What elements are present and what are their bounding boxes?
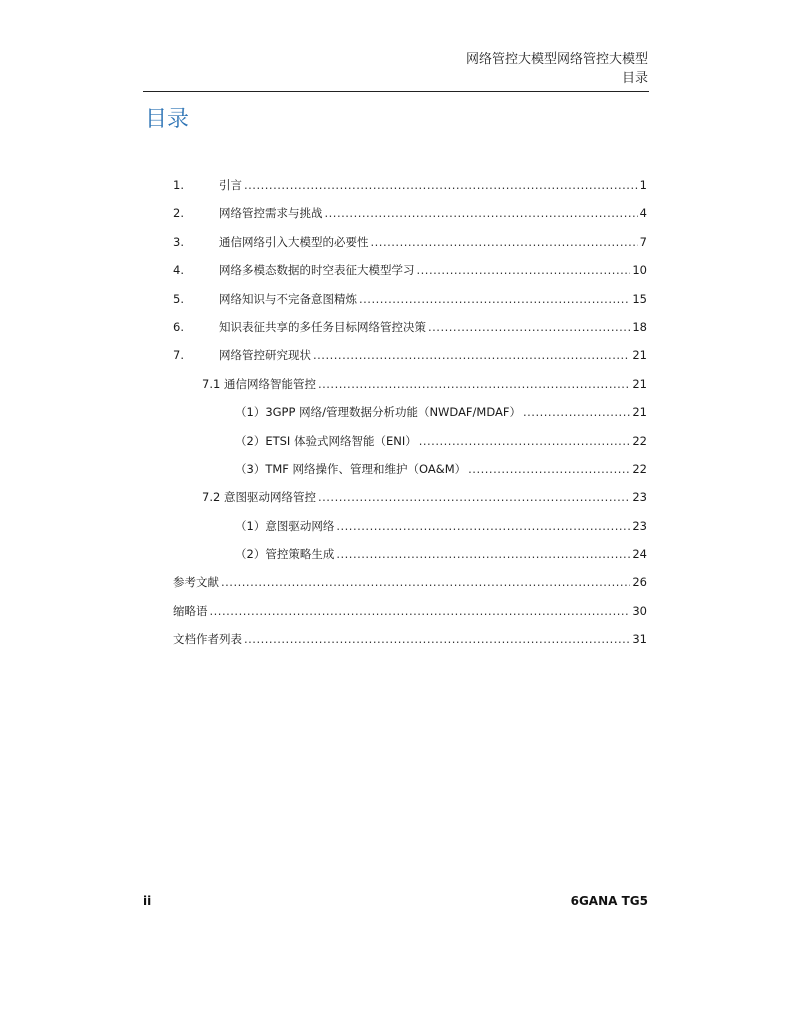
toc-entry-page: 23: [632, 518, 647, 533]
toc-dot-leader: [318, 483, 630, 511]
toc-entry-label: 引言: [219, 178, 242, 192]
toc-entry-label: （3）TMF 网络操作、管理和维护（OA&M）: [235, 461, 467, 476]
toc-dot-leader: [325, 199, 638, 227]
toc-entry-page: 4: [639, 206, 647, 221]
toc-entry-number: 5.: [173, 291, 184, 306]
toc-title: 目录: [145, 107, 190, 132]
toc-entry[interactable]: [173, 370, 647, 398]
toc-entry[interactable]: [173, 171, 647, 199]
toc-entry-page: 21: [632, 405, 647, 420]
toc-entry-page: 31: [632, 632, 647, 647]
header-section: 目录: [621, 71, 648, 86]
toc-entry[interactable]: [173, 597, 647, 625]
toc-dot-leader: [417, 256, 631, 284]
toc-entry-page: 24: [632, 547, 647, 562]
toc-entry[interactable]: [173, 398, 647, 426]
running-header: [466, 50, 648, 88]
toc-entry-page: 22: [632, 433, 647, 448]
toc-entry-page: 7: [639, 234, 647, 249]
toc-dot-leader: [244, 171, 638, 199]
toc-entry[interactable]: [173, 568, 647, 596]
toc-dot-leader: [419, 427, 631, 455]
toc-entry-label: 网络多模态数据的时空表征大模型学习: [219, 263, 415, 278]
toc-dot-leader: [523, 398, 630, 426]
toc-entry-label: 通信网络引入大模型的必要性: [219, 234, 369, 249]
toc-entry[interactable]: [173, 512, 647, 540]
toc-entry-page: 30: [632, 603, 647, 618]
toc-entry[interactable]: [173, 455, 647, 483]
toc-dot-leader: [318, 370, 630, 398]
toc-dot-leader: [336, 540, 630, 568]
toc-entry[interactable]: [173, 228, 647, 256]
toc-entry-label: 文档作者列表: [173, 632, 242, 647]
toc-dot-leader: [244, 625, 630, 653]
toc-entry[interactable]: [173, 199, 647, 227]
toc-entry-number: 6.: [173, 319, 184, 334]
toc-dot-leader: [428, 313, 630, 341]
toc-entry-page: 21: [632, 348, 647, 363]
toc-entry-page: 15: [632, 291, 647, 306]
toc-dot-leader: [210, 597, 631, 625]
toc-entry[interactable]: [173, 427, 647, 455]
toc-entry-label: 参考文献: [173, 575, 219, 590]
toc-entry[interactable]: [173, 625, 647, 653]
toc-entry-page: 22: [632, 461, 647, 476]
toc-entry-label: （1）意图驱动网络: [235, 518, 335, 533]
header-doc-title: 网络管控大模型网络管控大模型: [465, 52, 648, 67]
toc-entry-label: 7.2 意图驱动网络管控: [202, 490, 316, 505]
footer-org: 6GANA TG5: [570, 894, 648, 908]
header-rule: [143, 91, 649, 92]
toc-entry[interactable]: [173, 285, 647, 313]
toc-entry-label: 缩略语: [173, 603, 208, 618]
toc-dot-leader: [313, 341, 630, 369]
toc-entry-page: 18: [632, 319, 647, 334]
table-of-contents: [173, 171, 647, 654]
toc-entry-page: 10: [632, 263, 647, 278]
toc-entry-label: 7.1 通信网络智能管控: [202, 376, 316, 391]
toc-entry[interactable]: [173, 256, 647, 284]
toc-entry-label: 网络管控研究现状: [219, 348, 311, 363]
toc-dot-leader: [468, 455, 630, 483]
toc-entry[interactable]: [173, 540, 647, 568]
toc-entry-label: （2）管控策略生成: [235, 547, 335, 562]
toc-entry-label: （1）3GPP 网络/管理数据分析功能（NWDAF/MDAF）: [235, 405, 521, 420]
toc-entry-page: 1: [639, 178, 647, 192]
toc-entry-number: 2.: [173, 206, 184, 221]
toc-entry-number: 4.: [173, 263, 184, 278]
toc-entry-number: 3.: [173, 234, 184, 249]
toc-dot-leader: [221, 568, 630, 596]
toc-entry-page: 21: [632, 376, 647, 391]
toc-dot-leader: [336, 512, 630, 540]
toc-entry[interactable]: [173, 313, 647, 341]
toc-entry-number: 1.: [173, 178, 184, 192]
toc-entry-label: 知识表征共享的多任务目标网络管控决策: [219, 319, 426, 334]
toc-dot-leader: [359, 285, 630, 313]
toc-dot-leader: [371, 228, 638, 256]
toc-entry-page: 23: [632, 490, 647, 505]
footer-page-number: ii: [143, 894, 152, 908]
toc-entry-number: 7.: [173, 348, 184, 363]
toc-entry-label: （2）ETSI 体验式网络智能（ENI）: [235, 433, 417, 448]
toc-entry-label: 网络知识与不完备意图精炼: [219, 291, 357, 306]
toc-entry-page: 26: [632, 575, 647, 590]
toc-entry[interactable]: [173, 341, 647, 369]
toc-entry-label: 网络管控需求与挑战: [219, 206, 323, 221]
toc-entry[interactable]: [173, 483, 647, 511]
